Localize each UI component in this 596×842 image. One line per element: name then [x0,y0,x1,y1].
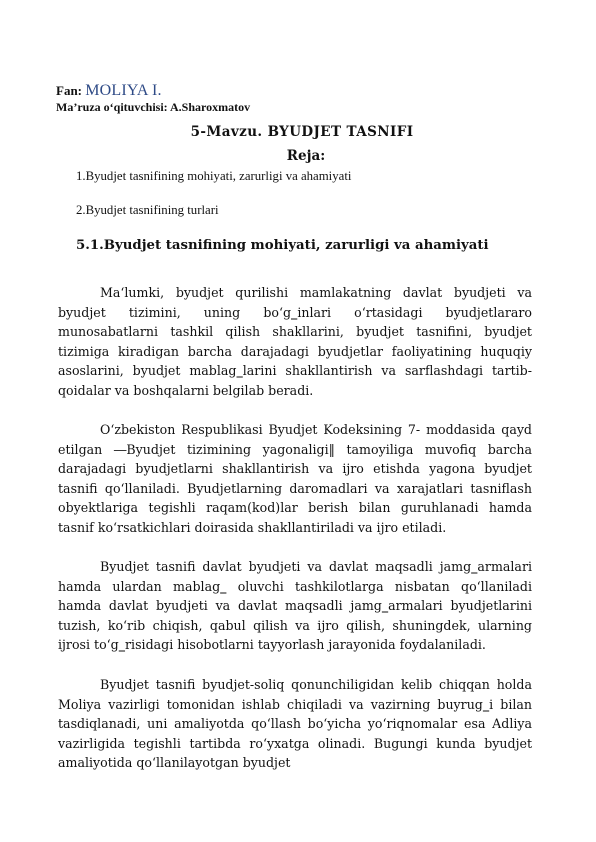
plan-item-1: 1.Byudjet tasnifining mohiyati, zarurligi va ahamiyati [76,169,352,183]
topic-title: 5-Mavzu. BYUDJET TASNIFI [190,124,414,140]
paragraph-1: Ma‘lumki, byudjet qurilishi mamlakatning davlat byudjeti va byudjet tizimini, uning bo‘g‗inlari o‘rtasidagi byudjetlararo munosabatlarni tashkil qilish shakllarini, byudjet tasnifini, byudjet tizimiga kiradigan barcha darajadagi byudjetlar faoliyatining huquqiy asoslarini, byudjet mablag‗larini shakllantirish va sarflashdagi tartib-qoidalar va boshqalarni belgilab beradi. [58,285,532,398]
lecturer-line: Ma’ruza o‘qituvchisi: A.Sharoxmatov [56,100,251,114]
paragraph-2: O‘zbekiston Respublikasi Byudjet Kodeksining 7- moddasida qayd etilgan ―Byudjet tizimining yagonaligi‖ tamoyiliga muvofiq barcha darajadagi byudjetlarni shakllantirish va ijro etishda yagona byudjet tasnifi qo‘llaniladi. Byudjetlarning daromadlari va xarajatlari tasniflash obyektlariga tegishli raqam(kod)lar berish bilan guruhlanadi hamda tasnif ko‘rsatkichlari doirasida shakllantiriladi va ijro etiladi. [58,422,532,535]
plan-item-2: 2.Byudjet tasnifining turlari [76,203,219,217]
section-heading: 5.1.Byudjet tasnifining mohiyati, zarurligi va ahamiyati [76,238,489,253]
course-label: Fan: [56,83,86,98]
course-subject: MOLIYA I. [85,82,162,99]
plan-title: Reja: [286,148,326,164]
paragraph-4: Byudjet tasnifi byudjet-soliq qonunchiligidan kelib chiqqan holda Moliya vazirligi tomonidan ishlab chiqiladi va vazirning buyrug‗i bilan tasdiqlanadi, uni amaliyotda qo‘llash bo‘yicha yo‘riqnomalar esa Adliya vazirligida tegishli tartibda ro‘yxatga olinadi. Bugungi kunda byudjet amaliyotida qo‘llanilayotgan byudjet [58,677,532,771]
paragraph-3: Byudjet tasnifi davlat byudjeti va davlat maqsadli jamg‗armalari hamda ulardan mablag‗ oluvchi tashkilotlarga nisbatan qo‘llaniladi hamda davlat byudjeti va davlat maqsadli jamg‗armalari byudjetlarini tuzish, ko‘rib chiqish, qabul qilish va ijro qilish, shuningdek, ularning ijrosi to‘g‗risidagi hisobotlarni tayyorlash jarayonida foydalaniladi. [58,559,532,653]
course-line [56,82,162,100]
